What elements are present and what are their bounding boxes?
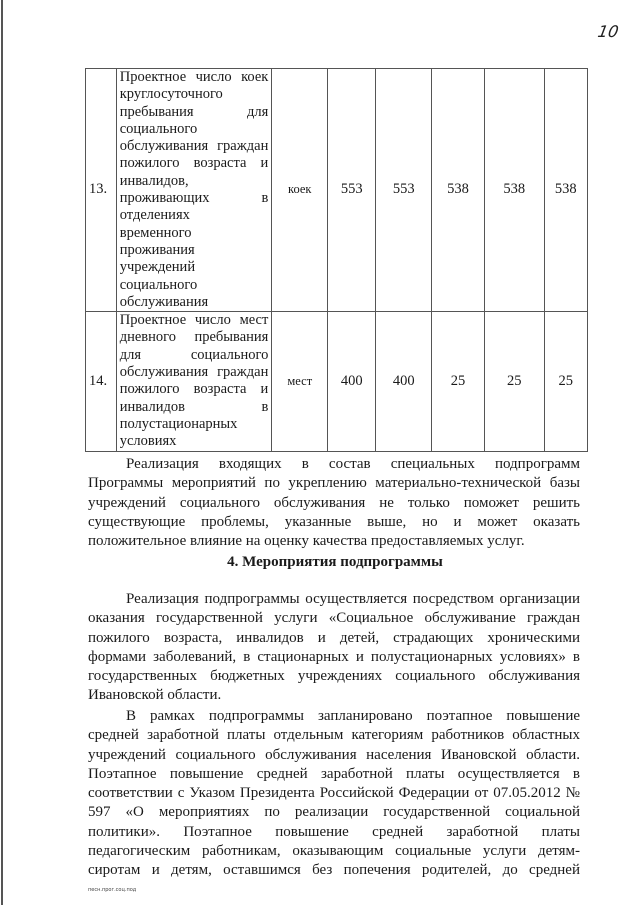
- description-line: для социального: [119, 346, 269, 363]
- section-heading: 4. Мероприятия подпрограммы: [227, 554, 443, 570]
- paragraph-salary-increase: [88, 707, 580, 881]
- row-number: 13.: [86, 69, 117, 312]
- table-row: [86, 312, 588, 451]
- paragraph-line: пожилого возраста, инвалидов и детей, страдающих хроническими: [88, 629, 580, 646]
- paragraph-line: 597 «О мероприятиях по реализации государственной социальной: [88, 804, 580, 821]
- value-cell: 538: [432, 69, 485, 312]
- description-line: учреждений: [119, 259, 196, 276]
- description-line: проживающих в: [119, 190, 269, 207]
- paragraph-line: формами заболеваний, в стационарных и полустационарных условиях» в: [88, 648, 580, 665]
- description-line: социального: [119, 120, 198, 137]
- paragraph-line: учреждений социального обслуживания населения Ивановской области.: [88, 746, 580, 763]
- description-line: отделениях: [119, 207, 190, 224]
- paragraph-line: политики». Поэтапное повышение средней заработной платы: [88, 823, 580, 840]
- paragraph-realization: [88, 455, 580, 551]
- value-cell: 25: [544, 312, 587, 451]
- paragraph-line: Реализация подпрограммы осуществляется посредством организации: [126, 591, 580, 607]
- description-line: обслуживания: [119, 293, 209, 310]
- paragraph-line: Ивановской области.: [88, 687, 222, 704]
- page-footer: песн.прог.соц.под: [88, 887, 137, 893]
- unit-cell: мест: [272, 312, 328, 451]
- paragraph-line: сиротам и детям, оставшимся без попечения родителей, до средней: [88, 862, 580, 879]
- description-line: обслуживания граждан: [119, 364, 269, 381]
- value-cell: 400: [328, 312, 376, 451]
- paragraph-line: соответствии с Указом Президента Российской Федерации от 07.05.2012 №: [88, 785, 580, 802]
- paragraph-line: существующие проблемы, указанные выше, но и может оказать: [88, 513, 580, 530]
- value-cell: 553: [376, 69, 432, 312]
- indicator-description: [116, 312, 272, 451]
- paragraph-line: учреждений социального обслуживания не только поможет решить: [88, 494, 580, 511]
- paragraph-line: положительное влияние на оценку качества предоставляемых услуг.: [88, 533, 525, 550]
- description-line: пожилого возраста и: [119, 381, 269, 398]
- unit-cell: коек: [272, 69, 328, 312]
- page-number: 10: [596, 22, 621, 41]
- description-line: пребывания для: [119, 103, 269, 120]
- description-line: условиях: [119, 433, 177, 450]
- paragraph-line: В рамках подпрограммы запланировано поэтапное повышение: [126, 708, 580, 724]
- scan-edge: [1, 0, 3, 905]
- value-cell: 400: [376, 312, 432, 451]
- paragraph-line: оказания государственной услуги «Социальное обслуживание граждан: [88, 610, 580, 627]
- paragraph-line: Реализация входящих в состав специальных подпрограмм: [126, 456, 580, 472]
- paragraph-line: Программы мероприятий по укреплению материально-технической базы: [88, 475, 580, 492]
- table-row: [86, 69, 588, 312]
- description-line: социального: [119, 276, 198, 293]
- paragraph-line: средней заработной платы отдельным категориям работников областных: [88, 727, 580, 744]
- description-line: полустационарных: [119, 415, 238, 432]
- description-line: обслуживания граждан: [119, 138, 269, 155]
- description-line: инвалидов в: [119, 398, 269, 415]
- description-line: Проектное число коек: [119, 69, 269, 85]
- description-line: пожилого возраста и: [119, 155, 269, 172]
- description-line: временного: [119, 224, 192, 241]
- paragraph-line: Поэтапное повышение средней заработной платы осуществляется в: [88, 765, 580, 782]
- paragraph-subprogram-implementation: [88, 590, 580, 706]
- paragraph-line: педагогическим работникам, оказывающим социальные услуги детям-: [88, 843, 580, 860]
- value-cell: 538: [485, 69, 545, 312]
- value-cell: 553: [328, 69, 376, 312]
- value-cell: 538: [544, 69, 587, 312]
- description-line: Проектное число мест: [119, 312, 269, 329]
- description-line: инвалидов,: [119, 172, 189, 189]
- row-number: 14.: [86, 312, 117, 451]
- indicator-description: [116, 69, 272, 312]
- value-cell: 25: [432, 312, 485, 451]
- description-line: проживания: [119, 241, 195, 258]
- paragraph-line: государственных бюджетных учреждениях социального обслуживания: [88, 668, 580, 685]
- indicators-table: [85, 68, 588, 452]
- description-line: дневного пребывания: [119, 329, 269, 346]
- value-cell: 25: [485, 312, 545, 451]
- description-line: круглосуточного: [119, 86, 223, 103]
